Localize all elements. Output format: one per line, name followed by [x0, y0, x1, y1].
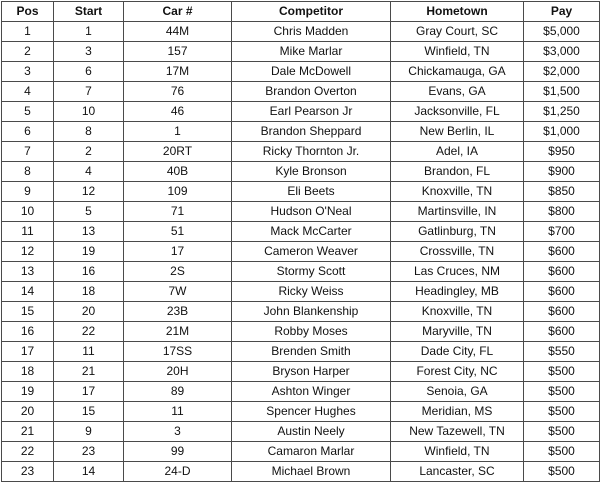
cell-pos: 2 — [2, 42, 54, 62]
cell-car-number: 99 — [124, 442, 232, 462]
cell-hometown: Las Cruces, NM — [391, 262, 524, 282]
cell-pos: 4 — [2, 82, 54, 102]
cell-pay: $2,000 — [524, 62, 600, 82]
cell-car-number: 40B — [124, 162, 232, 182]
cell-hometown: Forest City, NC — [391, 362, 524, 382]
header-row — [2, 2, 600, 22]
cell-car-number: 23B — [124, 302, 232, 322]
cell-start: 7 — [54, 82, 124, 102]
cell-car-number: 157 — [124, 42, 232, 62]
table-row — [2, 262, 600, 282]
cell-start: 6 — [54, 62, 124, 82]
cell-start: 18 — [54, 282, 124, 302]
cell-pos: 19 — [2, 382, 54, 402]
cell-pay: $700 — [524, 222, 600, 242]
cell-start: 11 — [54, 342, 124, 362]
cell-competitor: Camaron Marlar — [232, 442, 391, 462]
table-row — [2, 342, 600, 362]
table-row — [2, 122, 600, 142]
cell-hometown: New Berlin, IL — [391, 122, 524, 142]
table-row — [2, 102, 600, 122]
cell-competitor: Brenden Smith — [232, 342, 391, 362]
cell-pos: 21 — [2, 422, 54, 442]
table-row — [2, 442, 600, 462]
cell-competitor: Kyle Bronson — [232, 162, 391, 182]
table-row — [2, 322, 600, 342]
cell-start: 15 — [54, 402, 124, 422]
cell-pay: $900 — [524, 162, 600, 182]
cell-competitor: Chris Madden — [232, 22, 391, 42]
cell-hometown: Martinsville, IN — [391, 202, 524, 222]
cell-pos: 3 — [2, 62, 54, 82]
cell-car-number: 17 — [124, 242, 232, 262]
cell-competitor: Brandon Sheppard — [232, 122, 391, 142]
cell-pos: 17 — [2, 342, 54, 362]
cell-hometown: Dade City, FL — [391, 342, 524, 362]
cell-pos: 8 — [2, 162, 54, 182]
table-row — [2, 22, 600, 42]
cell-pos: 6 — [2, 122, 54, 142]
cell-competitor: Cameron Weaver — [232, 242, 391, 262]
cell-start: 13 — [54, 222, 124, 242]
cell-pos: 15 — [2, 302, 54, 322]
cell-car-number: 20H — [124, 362, 232, 382]
table-row — [2, 422, 600, 442]
cell-hometown: Lancaster, SC — [391, 462, 524, 482]
cell-competitor: Ricky Weiss — [232, 282, 391, 302]
cell-pay: $500 — [524, 462, 600, 482]
cell-hometown: Jacksonville, FL — [391, 102, 524, 122]
cell-car-number: 7W — [124, 282, 232, 302]
cell-competitor: Dale McDowell — [232, 62, 391, 82]
table-row — [2, 362, 600, 382]
cell-hometown: Meridian, MS — [391, 402, 524, 422]
cell-car-number: 51 — [124, 222, 232, 242]
cell-hometown: Chickamauga, GA — [391, 62, 524, 82]
header-start: Start — [54, 2, 124, 22]
cell-pay: $500 — [524, 422, 600, 442]
cell-car-number: 11 — [124, 402, 232, 422]
table-row — [2, 82, 600, 102]
cell-pay: $1,250 — [524, 102, 600, 122]
table-row — [2, 162, 600, 182]
cell-pay: $550 — [524, 342, 600, 362]
cell-pay: $850 — [524, 182, 600, 202]
cell-hometown: Knoxville, TN — [391, 302, 524, 322]
cell-start: 17 — [54, 382, 124, 402]
table-row — [2, 142, 600, 162]
table-row — [2, 42, 600, 62]
cell-pos: 16 — [2, 322, 54, 342]
cell-hometown: Winfield, TN — [391, 42, 524, 62]
cell-start: 10 — [54, 102, 124, 122]
table-row — [2, 302, 600, 322]
cell-pos: 13 — [2, 262, 54, 282]
header-car-number: Car # — [124, 2, 232, 22]
cell-start: 23 — [54, 442, 124, 462]
cell-pos: 9 — [2, 182, 54, 202]
cell-car-number: 21M — [124, 322, 232, 342]
table-row — [2, 182, 600, 202]
cell-start: 5 — [54, 202, 124, 222]
cell-pos: 5 — [2, 102, 54, 122]
cell-start: 4 — [54, 162, 124, 182]
cell-hometown: Adel, IA — [391, 142, 524, 162]
header-pay: Pay — [524, 2, 600, 22]
table-row — [2, 282, 600, 302]
cell-competitor: Hudson O'Neal — [232, 202, 391, 222]
cell-hometown: Senoia, GA — [391, 382, 524, 402]
cell-pos: 22 — [2, 442, 54, 462]
cell-pay: $950 — [524, 142, 600, 162]
cell-hometown: New Tazewell, TN — [391, 422, 524, 442]
cell-hometown: Maryville, TN — [391, 322, 524, 342]
header-competitor: Competitor — [232, 2, 391, 22]
cell-competitor: Robby Moses — [232, 322, 391, 342]
cell-hometown: Gray Court, SC — [391, 22, 524, 42]
cell-competitor: Michael Brown — [232, 462, 391, 482]
cell-car-number: 71 — [124, 202, 232, 222]
header-pos: Pos — [2, 2, 54, 22]
table-row — [2, 382, 600, 402]
cell-car-number: 20RT — [124, 142, 232, 162]
cell-car-number: 76 — [124, 82, 232, 102]
cell-competitor: Ashton Winger — [232, 382, 391, 402]
cell-car-number: 44M — [124, 22, 232, 42]
cell-car-number: 3 — [124, 422, 232, 442]
cell-hometown: Knoxville, TN — [391, 182, 524, 202]
cell-pay: $600 — [524, 262, 600, 282]
cell-car-number: 109 — [124, 182, 232, 202]
cell-start: 1 — [54, 22, 124, 42]
cell-competitor: Brandon Overton — [232, 82, 391, 102]
cell-pos: 7 — [2, 142, 54, 162]
table-row — [2, 242, 600, 262]
cell-pos: 1 — [2, 22, 54, 42]
cell-hometown: Gatlinburg, TN — [391, 222, 524, 242]
cell-competitor: Austin Neely — [232, 422, 391, 442]
table-row — [2, 402, 600, 422]
cell-competitor: Mike Marlar — [232, 42, 391, 62]
cell-pos: 23 — [2, 462, 54, 482]
cell-pos: 11 — [2, 222, 54, 242]
cell-pay: $600 — [524, 282, 600, 302]
cell-pay: $500 — [524, 442, 600, 462]
cell-competitor: Stormy Scott — [232, 262, 391, 282]
cell-competitor: Eli Beets — [232, 182, 391, 202]
cell-hometown: Brandon, FL — [391, 162, 524, 182]
cell-competitor: Earl Pearson Jr — [232, 102, 391, 122]
cell-pay: $500 — [524, 382, 600, 402]
table-row — [2, 462, 600, 482]
cell-pay: $600 — [524, 322, 600, 342]
cell-pos: 18 — [2, 362, 54, 382]
cell-competitor: Bryson Harper — [232, 362, 391, 382]
cell-hometown: Winfield, TN — [391, 442, 524, 462]
cell-car-number: 46 — [124, 102, 232, 122]
cell-start: 22 — [54, 322, 124, 342]
cell-car-number: 17SS — [124, 342, 232, 362]
cell-pay: $500 — [524, 362, 600, 382]
cell-start: 21 — [54, 362, 124, 382]
cell-start: 3 — [54, 42, 124, 62]
cell-competitor: Spencer Hughes — [232, 402, 391, 422]
cell-competitor: John Blankenship — [232, 302, 391, 322]
cell-car-number: 89 — [124, 382, 232, 402]
cell-start: 20 — [54, 302, 124, 322]
cell-start: 19 — [54, 242, 124, 262]
cell-car-number: 2S — [124, 262, 232, 282]
cell-pos: 10 — [2, 202, 54, 222]
table-row — [2, 62, 600, 82]
cell-start: 2 — [54, 142, 124, 162]
cell-pay: $600 — [524, 302, 600, 322]
cell-pay: $800 — [524, 202, 600, 222]
cell-pay: $5,000 — [524, 22, 600, 42]
cell-hometown: Headingley, MB — [391, 282, 524, 302]
cell-start: 9 — [54, 422, 124, 442]
table-row — [2, 222, 600, 242]
cell-start: 8 — [54, 122, 124, 142]
cell-pos: 14 — [2, 282, 54, 302]
cell-pos: 12 — [2, 242, 54, 262]
cell-pay: $500 — [524, 402, 600, 422]
cell-start: 16 — [54, 262, 124, 282]
cell-pos: 20 — [2, 402, 54, 422]
cell-car-number: 1 — [124, 122, 232, 142]
cell-competitor: Ricky Thornton Jr. — [232, 142, 391, 162]
cell-pay: $1,000 — [524, 122, 600, 142]
cell-start: 12 — [54, 182, 124, 202]
cell-pay: $600 — [524, 242, 600, 262]
cell-hometown: Evans, GA — [391, 82, 524, 102]
cell-pay: $1,500 — [524, 82, 600, 102]
cell-pay: $3,000 — [524, 42, 600, 62]
cell-hometown: Crossville, TN — [391, 242, 524, 262]
header-hometown: Hometown — [391, 2, 524, 22]
table-body — [2, 22, 600, 482]
cell-competitor: Mack McCarter — [232, 222, 391, 242]
cell-car-number: 24-D — [124, 462, 232, 482]
cell-start: 14 — [54, 462, 124, 482]
table-row — [2, 202, 600, 222]
results-table — [1, 1, 600, 482]
cell-car-number: 17M — [124, 62, 232, 82]
